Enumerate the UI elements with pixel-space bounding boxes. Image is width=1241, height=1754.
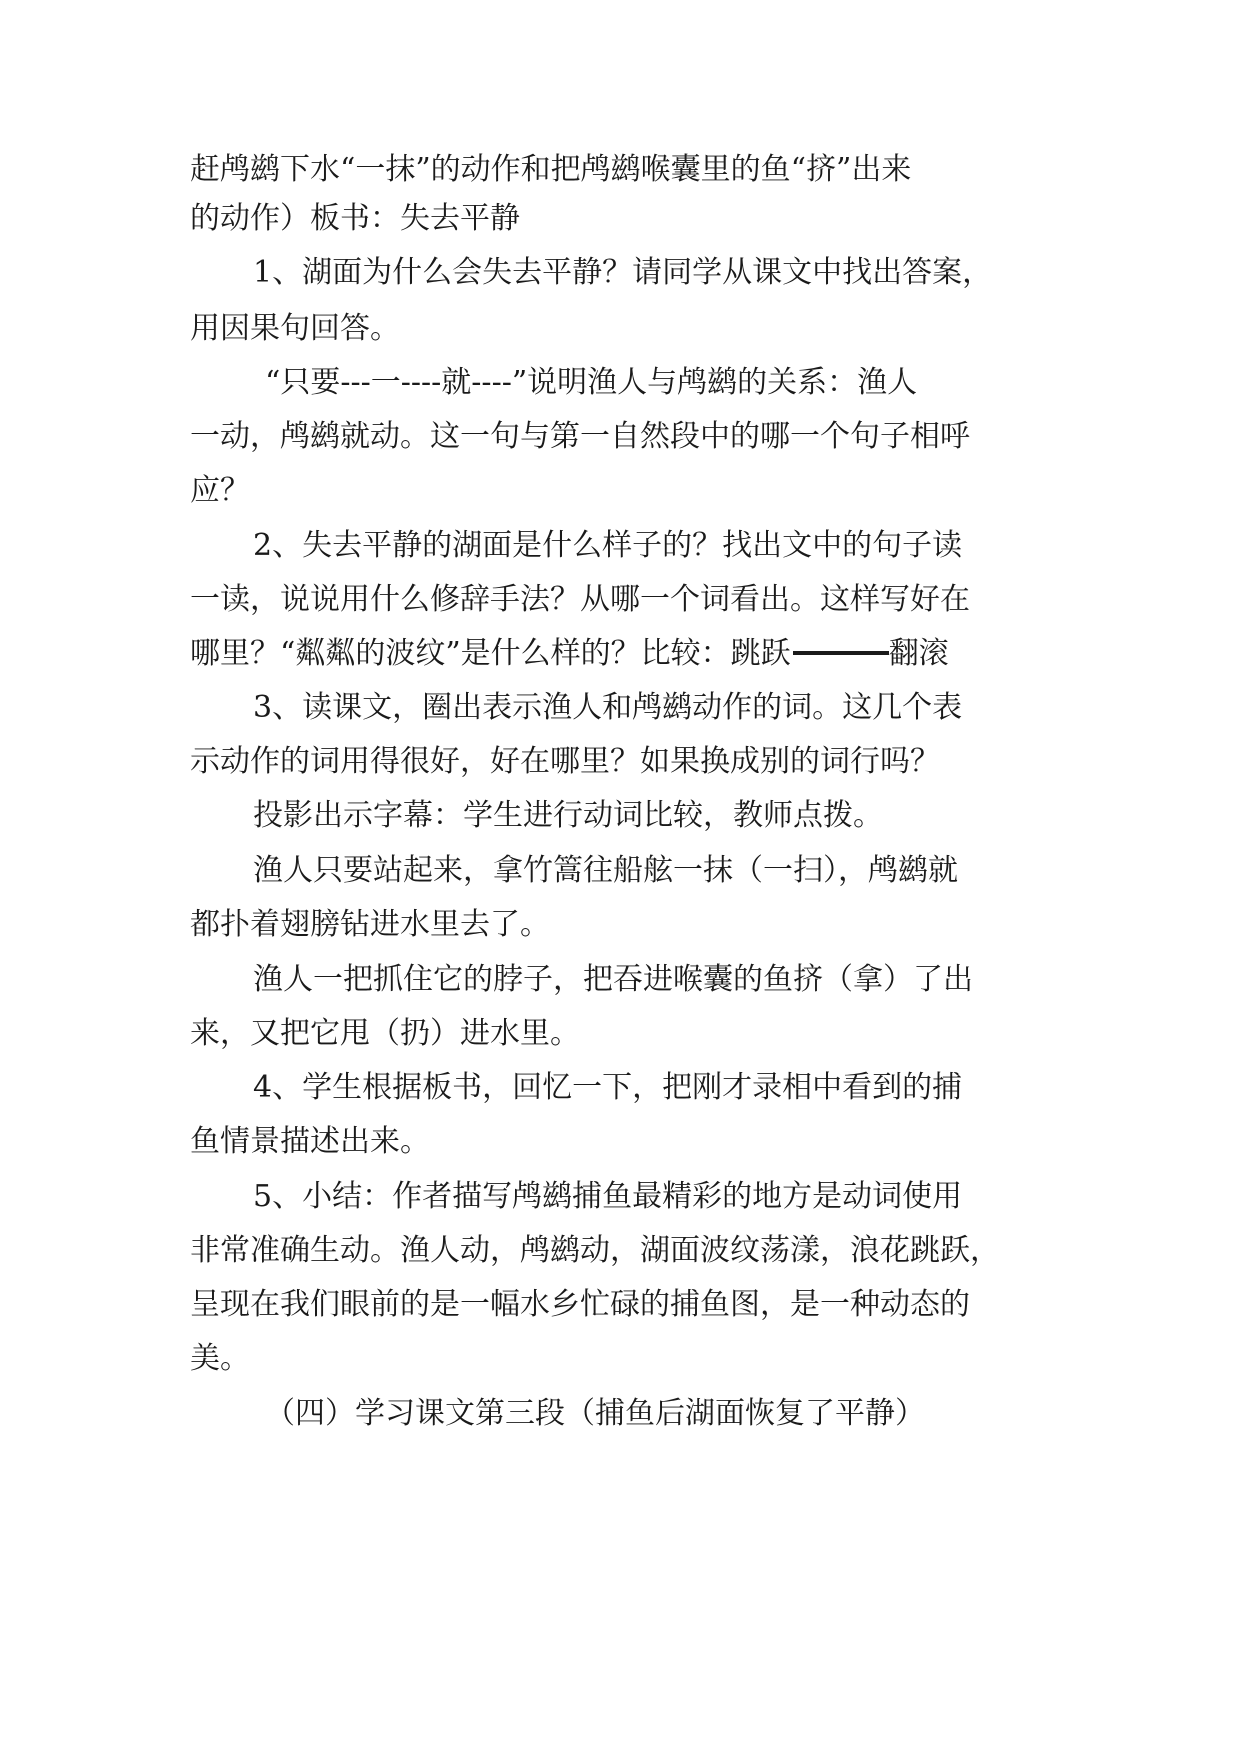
text-line-14: 渔人只要站起来，拿竹篙往船舷一抹（一扫），鸬鹚就	[253, 853, 958, 888]
text-line-23: 美。	[190, 1341, 250, 1376]
text-line-6: 一动，鸬鹚就动。这一句与第一自然段中的哪一个句子相呼	[190, 419, 970, 454]
text-line-10-start: 哪里？“粼粼的波纹”是什么样的？比较：跳跃	[190, 636, 791, 671]
text-line-10	[190, 634, 1070, 674]
text-line-4: 用因果句回答。	[190, 311, 400, 346]
text-line-5: “只要---一----就----”说明渔人与鸬鹚的关系：渔人	[265, 365, 918, 400]
text-line-22: 呈现在我们眼前的是一幅水乡忙碌的捕鱼图，是一种动态的	[190, 1287, 970, 1322]
text-line-16: 渔人一把抓住它的脖子，把吞进喉囊的鱼挤（拿）了出	[253, 962, 973, 997]
section-heading: （四）学习课文第三段（捕鱼后湖面恢复了平静）	[265, 1396, 925, 1431]
text-line-18: 4、学生根据板书，回忆一下，把刚才录相中看到的捕	[253, 1070, 963, 1105]
text-line-13: 投影出示字幕：学生进行动词比较，教师点拨。	[253, 798, 883, 833]
text-line-19: 鱼情景描述出来。	[190, 1124, 430, 1159]
text-line-11: 3、读课文，圈出表示渔人和鸬鹚动作的词。这几个表	[253, 690, 963, 725]
text-line-12: 示动作的词用得很好，好在哪里？如果换成别的词行吗？	[190, 744, 940, 779]
text-line-17: 来，又把它甩（扔）进水里。	[190, 1016, 580, 1051]
text-line-7: 应？	[190, 473, 250, 508]
text-line-8: 2、失去平静的湖面是什么样子的？找出文中的句子读	[253, 528, 963, 563]
text-line-10-end: 翻滚	[888, 636, 949, 671]
text-line-2: 的动作）板书：失去平静	[190, 201, 520, 236]
text-line-9: 一读，说说用什么修辞手法？从哪一个词看出。这样写好在	[190, 582, 970, 617]
comparison-dash	[793, 651, 889, 655]
text-line-20: 5、小结：作者描写鸬鹚捕鱼最精彩的地方是动词使用	[253, 1179, 963, 1214]
text-line-21: 非常准确生动。渔人动，鸬鹚动，湖面波纹荡漾，浪花跳跃，	[190, 1233, 1000, 1268]
text-line-1: 赶鸬鹚下水“一抹”的动作和把鸬鹚喉囊里的鱼“挤”出来	[190, 152, 912, 187]
text-line-15: 都扑着翅膀钻进水里去了。	[190, 907, 550, 942]
text-line-3: 1、湖面为什么会失去平静？请同学从课文中找出答案，	[253, 255, 993, 290]
